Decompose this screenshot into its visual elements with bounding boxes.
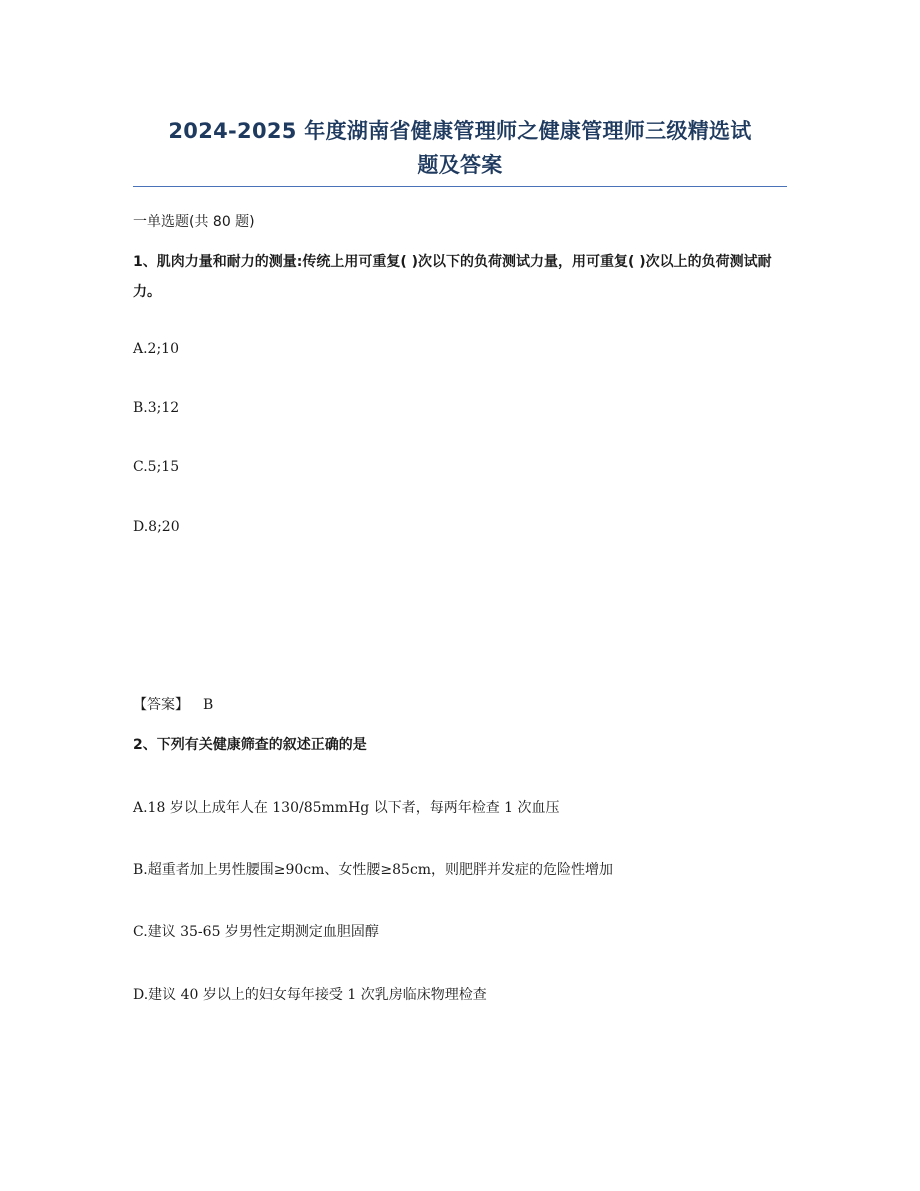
document-title	[133, 114, 787, 182]
question-2-text: 2、下列有关健康筛查的叙述正确的是	[133, 737, 367, 753]
title-line-1: 2024-2025 年度湖南省健康管理师之健康管理师三级精选试	[168, 119, 752, 143]
question-1-text: 1、肌肉力量和耐力的测量:传统上用可重复( )次以下的负荷测试力量，用可重复( )次以上的负荷测试耐力。	[133, 254, 772, 300]
question-1-option-c: C.5;15	[133, 459, 180, 475]
answer-value: B	[203, 697, 214, 713]
question-2-option-c: C.建议 35-65 岁男性定期测定血胆固醇	[133, 924, 379, 940]
question-2-option-a: A.18 岁以上成年人在 130/85mmHg 以下者，每两年检查 1 次血压	[133, 800, 560, 816]
question-1-option-b: B.3;12	[133, 400, 180, 416]
title-divider	[133, 186, 787, 187]
question-1-option-d: D.8;20	[133, 519, 180, 535]
question-2-option-b: B.超重者加上男性腰围≥90cm、女性腰≥85cm，则肥胖并发症的危险性增加	[133, 862, 614, 878]
answer-label: 【答案】	[133, 697, 189, 713]
question-2-option-d: D.建议 40 岁以上的妇女每年接受 1 次乳房临床物理检查	[133, 987, 487, 1003]
section-label: 一单选题(共 80 题)	[133, 214, 255, 230]
question-1-answer	[133, 694, 213, 716]
question-1-option-a: A.2;10	[133, 341, 179, 357]
title-line-2: 题及答案	[417, 153, 503, 177]
